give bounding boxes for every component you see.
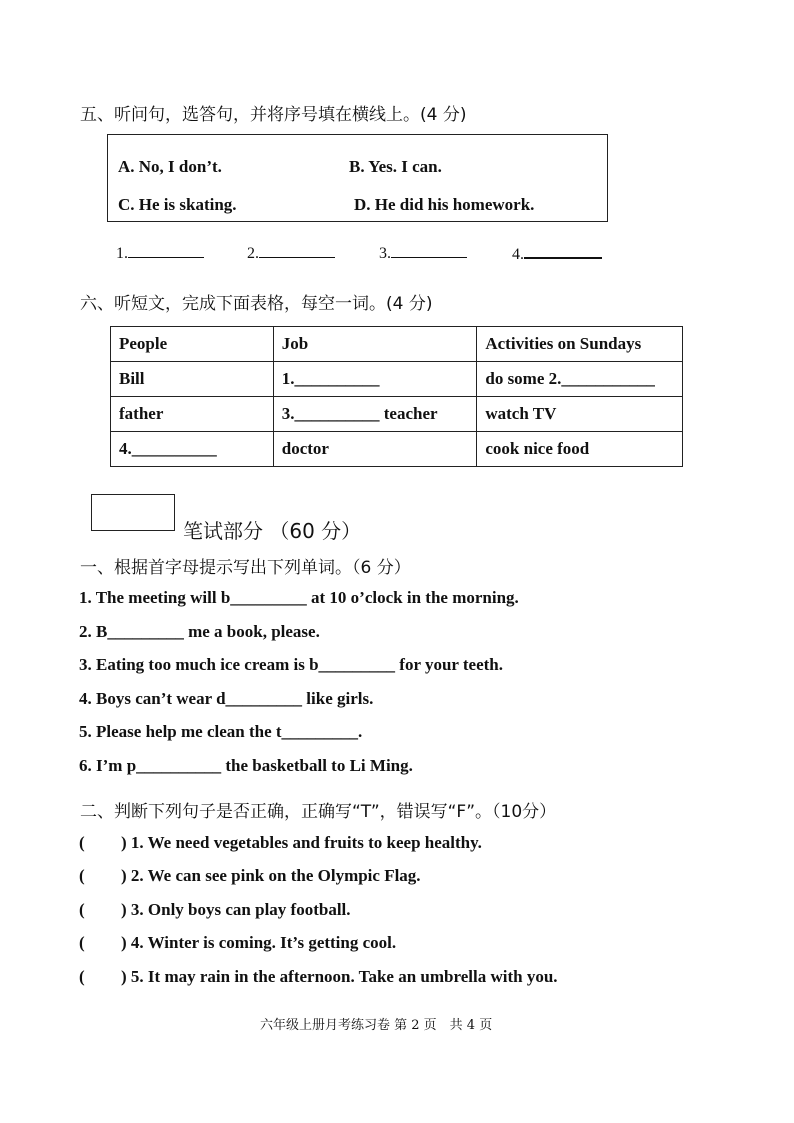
answer-blank-label: 4. <box>512 246 524 263</box>
table-row <box>111 432 683 467</box>
table-cell[interactable]: 3.__________ teacher <box>273 397 477 432</box>
part1-item-5[interactable]: 5. Please help me clean the t_________. <box>79 722 363 741</box>
statement-text: ) 3. Only boys can play football. <box>121 900 351 919</box>
page-footer: 六年级上册月考练习卷 第 2 页 共 4 页 <box>260 1018 493 1033</box>
part2-item-3[interactable] <box>79 900 351 920</box>
table-header-cell: Job <box>273 327 477 362</box>
statement-text: ) 5. It may rain in the afternoon. Take an umbrella with you. <box>121 967 558 986</box>
written-section-heading: 笔试部分 （60 分） <box>183 519 362 543</box>
statement-text: ) 4. Winter is coming. It’s getting cool. <box>121 933 397 952</box>
part2-title: 二、判断下列句子是否正确，正确写“T”，错误写“F”。（10分） <box>80 802 557 822</box>
part2-item-2[interactable] <box>79 866 421 886</box>
option-b: B. Yes. I can. <box>349 157 442 176</box>
statement-text: ) 2. We can see pink on the Olympic Flag. <box>121 866 421 885</box>
part1-item-6[interactable]: 6. I’m p__________ the basketball to Li Ming. <box>79 756 413 775</box>
table-cell[interactable]: 4.__________ <box>111 432 274 467</box>
section5-options-box <box>107 134 608 222</box>
part1-title: 一、根据首字母提示写出下列单词。（6 分） <box>80 558 411 578</box>
table-cell: watch TV <box>477 397 683 432</box>
answer-blank-4[interactable] <box>512 243 602 264</box>
answer-blank-label: 3. <box>379 245 391 262</box>
table-row <box>111 362 683 397</box>
answer-blank-1[interactable] <box>116 243 204 263</box>
part1-item-4[interactable]: 4. Boys can’t wear d_________ like girls. <box>79 689 374 708</box>
table-cell: cook nice food <box>477 432 683 467</box>
table-cell: doctor <box>273 432 477 467</box>
part2-item-1[interactable] <box>79 833 482 853</box>
answer-paren[interactable]: ( <box>79 967 85 986</box>
answer-blank-3[interactable] <box>379 243 467 263</box>
table-cell: Bill <box>111 362 274 397</box>
table-cell: father <box>111 397 274 432</box>
table-row <box>111 397 683 432</box>
table-header-row <box>111 327 683 362</box>
option-c: C. He is skating. <box>118 195 237 214</box>
part2-item-5[interactable] <box>79 967 558 987</box>
part1-item-1[interactable]: 1. The meeting will b_________ at 10 o’clock in the morning. <box>79 588 519 607</box>
section6-title: 六、听短文，完成下面表格，每空一词。(4 分) <box>80 294 433 314</box>
statement-text: ) 1. We need vegetables and fruits to keep healthy. <box>121 833 482 852</box>
answer-paren[interactable]: ( <box>79 900 85 919</box>
score-box[interactable] <box>91 494 175 531</box>
answer-paren[interactable]: ( <box>79 833 85 852</box>
section6-table <box>110 326 683 467</box>
section5-title: 五、听问句，选答句，并将序号填在横线上。(4 分) <box>80 105 467 125</box>
answer-blank-label: 2. <box>247 245 259 262</box>
answer-blank-2[interactable] <box>247 243 335 263</box>
answer-paren[interactable]: ( <box>79 866 85 885</box>
option-a: A. No, I don’t. <box>118 157 222 176</box>
option-d: D. He did his homework. <box>354 195 535 214</box>
table-header-cell: Activities on Sundays <box>477 327 683 362</box>
part2-item-4[interactable] <box>79 933 396 953</box>
answer-blank-label: 1. <box>116 245 128 262</box>
table-header-cell: People <box>111 327 274 362</box>
part1-item-3[interactable]: 3. Eating too much ice cream is b_________ for your teeth. <box>79 655 504 674</box>
table-cell[interactable]: do some 2.___________ <box>477 362 683 397</box>
part1-item-2[interactable]: 2. B_________ me a book, please. <box>79 622 320 641</box>
answer-paren[interactable]: ( <box>79 933 85 952</box>
table-cell[interactable]: 1.__________ <box>273 362 477 397</box>
